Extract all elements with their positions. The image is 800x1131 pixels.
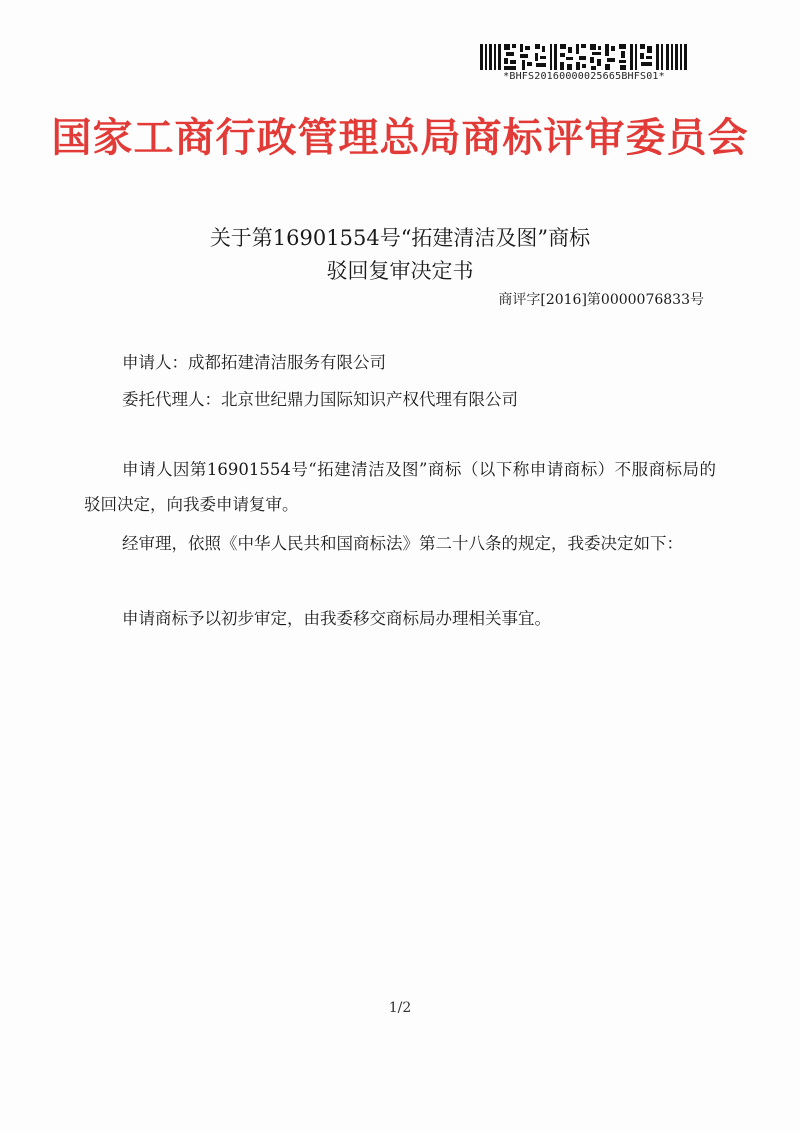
organization-header: 国家工商行政管理总局商标评审委员会 [51,115,749,161]
barcode-icon [480,44,688,70]
document-subtitle: 驳回复审决定书 [326,259,474,283]
body-paragraph: 申请人因第16901554号“拓建清洁及图”商标（以下称申请商标）不服商标局的驳回决定，向我委申请复审。 [84,460,716,514]
document-title: 关于第16901554号“拓建清洁及图”商标 [209,226,591,250]
document-number: 商评字[2016]第0000076833号 [498,292,704,308]
barcode-number: *BHFS20160000025665BHFS01* [503,71,665,82]
applicant-line: 申请人：成都拓建清洁服务有限公司 [122,353,386,372]
body-paragraph: 申请商标予以初步审定，由我委移交商标局办理相关事宜。 [122,609,551,628]
agent-line: 委托代理人：北京世纪鼎力国际知识产权代理有限公司 [122,390,518,409]
body-paragraph: 经审理，依照《中华人民共和国商标法》第二十八条的规定，我委决定如下： [122,534,683,553]
page-number: 1/2 [388,1000,412,1016]
